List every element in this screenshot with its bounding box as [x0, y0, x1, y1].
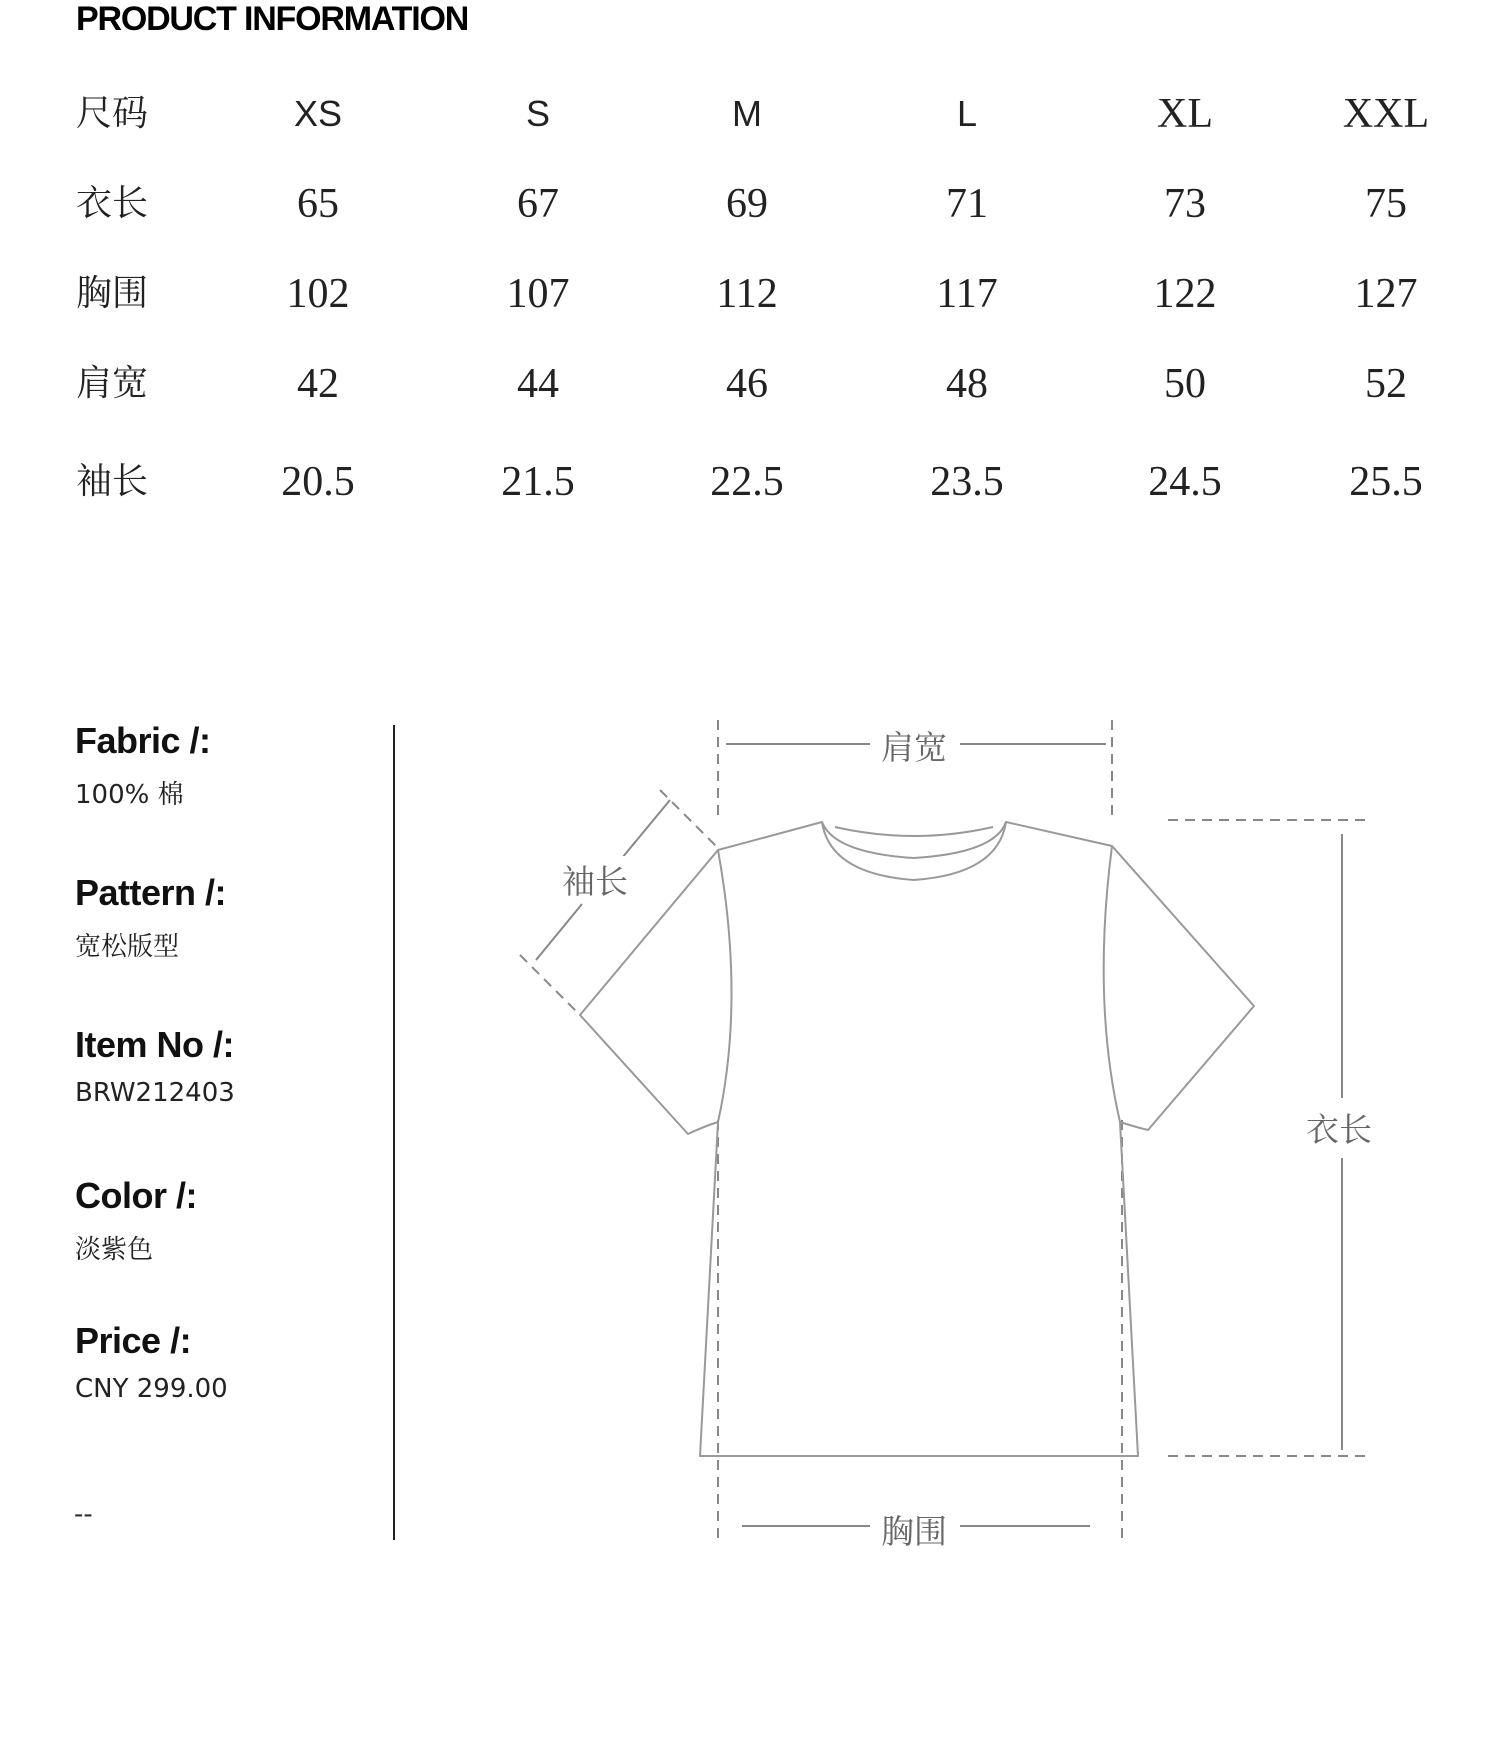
- sleeve-dim-line: [622, 800, 670, 858]
- size-cell: 23.5: [930, 459, 1004, 505]
- size-cell: 127: [1354, 271, 1418, 317]
- size-cell: 42: [297, 361, 339, 407]
- detail-value: CNY 299.00: [75, 1374, 228, 1404]
- size-header-cell: XXL: [1342, 91, 1430, 137]
- tshirt-outline: [580, 822, 1254, 1456]
- size-cell: 71: [946, 181, 988, 227]
- sleeve-guide-top: [660, 790, 718, 848]
- shoulder-label: 肩宽: [875, 722, 953, 769]
- chest-measure: [718, 1120, 1122, 1545]
- size-row-label: 袖长: [76, 461, 149, 502]
- tshirt-armhole-right: [1104, 846, 1120, 1122]
- size-cell: 107: [506, 271, 570, 317]
- size-cell: 44: [517, 361, 559, 407]
- size-cell: 69: [726, 181, 768, 227]
- detail-label: Item No /:: [75, 1024, 235, 1065]
- detail-value: BRW212403: [75, 1078, 235, 1108]
- size-cell: 67: [517, 181, 559, 227]
- size-cell: 117: [936, 271, 998, 317]
- size-header-label: 尺码: [76, 93, 149, 134]
- size-cell: 25.5: [1349, 459, 1423, 505]
- detail-label: Price /:: [75, 1320, 192, 1361]
- sleeve-guide-bottom: [520, 955, 580, 1015]
- detail-label: Fabric /:: [75, 720, 211, 761]
- detail-value: 宽松版型: [75, 932, 180, 962]
- sleeve-label: 袖长: [556, 856, 634, 903]
- sleeve-dim-line: [536, 904, 582, 960]
- size-cell: 50: [1164, 361, 1206, 407]
- tshirt-collar-inner: [835, 827, 993, 836]
- size-header-cell: M: [732, 93, 762, 134]
- size-cell: 112: [716, 271, 778, 317]
- page-title: PRODUCT INFORMATION: [76, 0, 469, 38]
- size-cell: 48: [946, 361, 988, 407]
- footer-dashes: --: [74, 1498, 93, 1529]
- size-cell: 20.5: [281, 459, 355, 505]
- length-label: 衣长: [1300, 1104, 1378, 1151]
- size-cell: 122: [1153, 271, 1217, 317]
- size-header-cell: XS: [293, 93, 343, 134]
- size-cell: 52: [1365, 361, 1407, 407]
- detail-label: Pattern /:: [75, 872, 227, 913]
- tshirt-body-outline: [580, 822, 1254, 1456]
- detail-value: 100% 棉: [75, 780, 184, 810]
- size-cell: 22.5: [710, 459, 784, 505]
- size-cell: 102: [286, 271, 350, 317]
- size-cell: 75: [1365, 181, 1407, 227]
- tshirt-armhole-left: [718, 850, 732, 1122]
- size-row-label: 胸围: [76, 273, 149, 314]
- size-cell: 24.5: [1148, 459, 1222, 505]
- detail-value: 淡紫色: [75, 1235, 154, 1265]
- size-cell: 46: [726, 361, 768, 407]
- size-header-cell: S: [525, 93, 550, 134]
- size-cell: 21.5: [501, 459, 575, 505]
- size-row-label: 肩宽: [76, 363, 149, 404]
- size-header-cell: XL: [1157, 91, 1213, 137]
- size-row-label: 衣长: [76, 183, 149, 224]
- chest-label: 胸围: [875, 1506, 953, 1553]
- size-cell: 73: [1164, 181, 1206, 227]
- detail-label: Color /:: [75, 1175, 197, 1216]
- size-header-cell: L: [956, 93, 978, 134]
- size-cell: 65: [297, 181, 339, 227]
